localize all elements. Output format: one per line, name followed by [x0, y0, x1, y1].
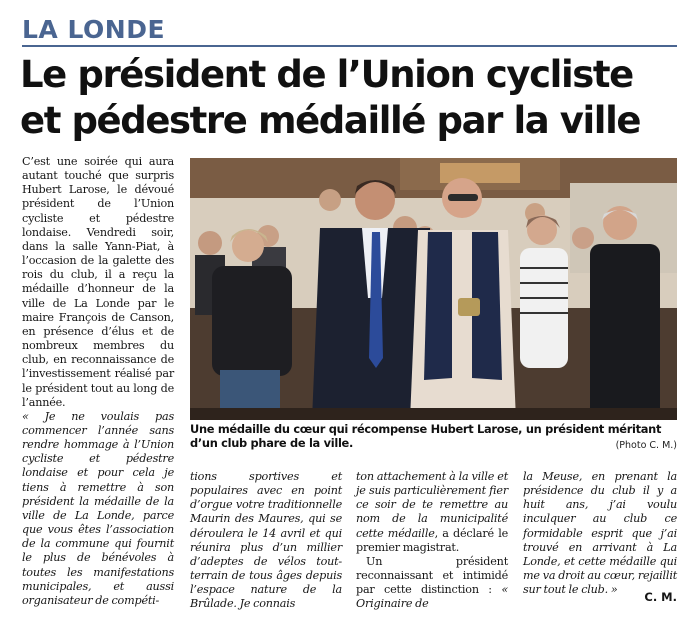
article-paragraph — [356, 555, 508, 612]
photo-credit: (Photo C. M.) — [615, 440, 677, 451]
article-column-3 — [356, 470, 508, 612]
article-column-4 — [523, 470, 677, 597]
article-column-2 — [190, 470, 342, 612]
article-paragraph: C’est une soirée qui aura autant touché que surpris Hubert Larose, le dévoué président de l’Union cycliste et pédestre londaise. Vendredi soir, dans la salle Yann-Piat, à l’occasion de la galette des rois du club, il a reçu la médaille d’honneur de la ville de La Londe par le maire François de Canson, en présence d’élus et de nombreux membres du club, en reconnaissance de l’investissement réalisé par le président tout au long de l’année. — [22, 155, 174, 409]
quote-text: tions sportives et populaires avec en point d’orgue votre traditionnelle Maurin des Maures, qui se déroulera le 14 avril et qui réunira plus d’un millier d’adeptes de vélos tout-terrain de tous âges depuis l’espace nature de la Brûlade. Je connais — [190, 470, 342, 611]
quote-continuation — [523, 470, 677, 597]
quote-continuation — [190, 470, 342, 612]
headline-line-1: Le président de l’Union cycliste — [20, 53, 633, 96]
section-title: LA LONDE — [22, 15, 166, 44]
section-rule — [22, 45, 677, 47]
photo-caption: Une médaille du cœur qui récompense Hubert Larose, un président méritant d’un club phare de la ville. — [190, 422, 662, 450]
article-quote — [22, 410, 174, 608]
headline-line-2: et pédestre médaillé par la ville — [20, 99, 641, 142]
article-text: , a déclaré le premier magistrat. — [356, 526, 509, 554]
quote-text: « Originaire de — [356, 583, 508, 611]
article-text: Un président reconnaissant et intimidé par cette distinction : — [356, 554, 508, 597]
article-photo — [190, 158, 677, 420]
headline — [20, 52, 680, 144]
quote-text: « Je ne voulais pas commencer l’année sans rendre hommage à l’Union cycliste et pédestre londaise et pour cela je tiens à remettre à son président la médaille de la ville de La Londe, parce que vous êtes l’association de la commune qui fournit le plus de bénévoles à toutes les manifestations municipales, et aussi organisateur de compéti- — [22, 409, 174, 607]
quote-end-paragraph — [356, 470, 508, 555]
quote-text: ton attachement à la ville et je suis particulièrement fier ce soir de te remettre au nom de la municipalité cette médaille — [356, 470, 508, 540]
article-column-1 — [22, 155, 174, 608]
quote-text: la Meuse, en prenant la présidence du club il y a huit ans, j’ai voulu inculquer au club ce formidable esprit que j’ai trouvé en arrivant à La Londe, et cette médaille qui me va droit au cœur, rejaillit sur tout le club. » — [523, 470, 677, 597]
author-signature: C. M. — [644, 590, 677, 604]
photo-illustration — [190, 158, 677, 420]
